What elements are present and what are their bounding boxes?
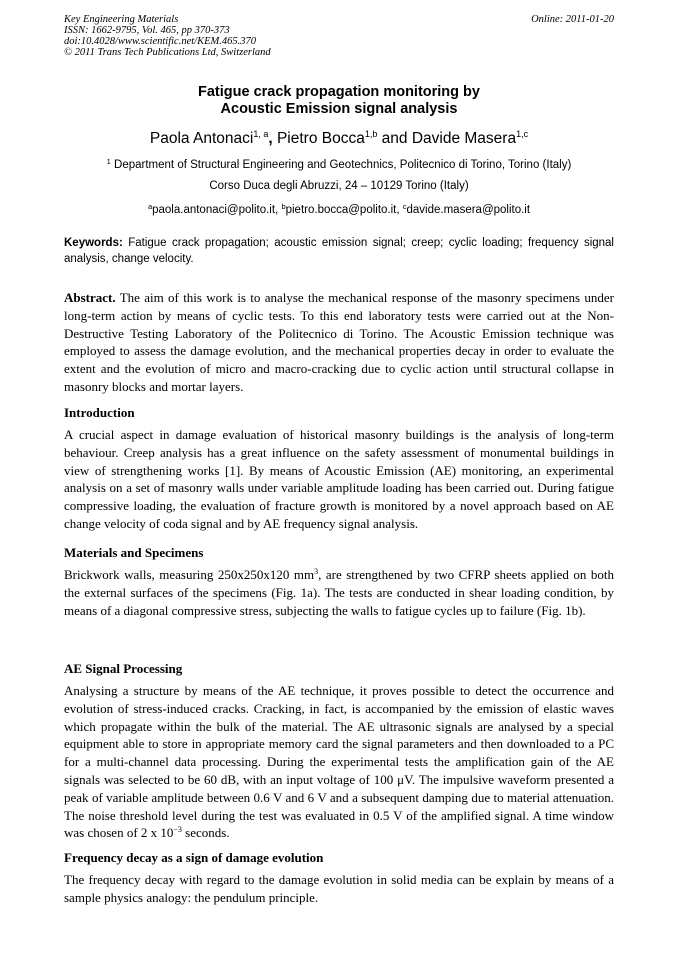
superscript: −3 bbox=[173, 825, 182, 835]
email-sup: a bbox=[147, 202, 153, 211]
keywords bbox=[64, 236, 614, 267]
section-heading-introduction: Introduction bbox=[64, 405, 135, 420]
email-address: paola.antonaci@polito.it, bbox=[152, 204, 282, 216]
introduction-text: A crucial aspect in damage evaluation of historical masonry buildings is the analysis of long-term behaviour. Creep analysis has a great influence on the safety assessment of monumental buildings in view of strengthening works [1]. By means of Acoustic Emission (AE) monitoring, an experimental analysis on a set of masonry walls under variable amplitude loading has been carried out. During fatigue compressive loading, the evaluation of fracture growth is monitored by a novel approach based on AE change velocity of coda signal and by AE frequency signal analysis. bbox=[64, 427, 614, 531]
materials-text-part: , are strengthened by two CFRP sheets applied on both the external surfaces of the specimens (Fig. 1a). The tests are conducted in shear loading condition, by means of a diagonal compressive stress, subjecting the walls to fatigue cycles up to failure (Fig. 1b). bbox=[64, 567, 614, 618]
copyright: © 2011 Trans Tech Publications Ltd, Switzerland bbox=[64, 47, 271, 58]
author-sup: 1,b bbox=[364, 129, 378, 139]
author-name: and Davide Masera bbox=[377, 130, 517, 147]
journal-info bbox=[64, 14, 271, 58]
author-sup: 1,c bbox=[516, 129, 529, 139]
author-list bbox=[64, 129, 614, 148]
abstract-text: The aim of this work is to analyse the mechanical response of the masonry specimens under long-term action by means of cyclic tests. To this end laboratory tests were carried out at the Non-Destructive Testing Laboratory of the Politecnico di Torino. The Acoustic Emission technique was employed to assess the damage evolution, and the mechanical properties decay in order to evaluate the extent and the evolution of micro and macro-cracking due to cyclic action until structural collapse in masonry blocks and mortar layers. bbox=[64, 290, 614, 394]
doi: doi:10.4028/www.scientific.net/KEM.465.370 bbox=[64, 36, 256, 47]
materials-text bbox=[64, 566, 614, 619]
keywords-text: Fatigue crack propagation; acoustic emission signal; creep; cyclic loading; frequency signal analysis, change velocity. bbox=[64, 237, 614, 265]
superscript: 3 bbox=[314, 567, 319, 576]
author-name: Pietro Bocca bbox=[272, 130, 365, 147]
issn: ISSN: 1662-9795, Vol. 465, pp 370-373 bbox=[64, 25, 230, 36]
section-heading-frequency: Frequency decay as a sign of damage evolution bbox=[64, 850, 324, 865]
email-address: davide.masera@polito.it bbox=[406, 204, 531, 216]
ae-signal-text bbox=[64, 682, 614, 842]
keywords-label: Keywords: bbox=[64, 237, 123, 249]
department-text: Department of Structural Engineering and Geotechnics, Politecnico di Torino, Torino (Italy) bbox=[110, 159, 572, 171]
author-name: Paola Antonaci bbox=[149, 130, 254, 147]
journal-name: Key Engineering Materials bbox=[64, 14, 179, 25]
email-sup: b bbox=[281, 202, 286, 211]
section-heading-ae-signal: AE Signal Processing bbox=[64, 661, 183, 676]
section-heading-materials: Materials and Specimens bbox=[64, 545, 204, 560]
paper-title-line1: Fatigue crack propagation monitoring by bbox=[198, 84, 480, 100]
abstract bbox=[64, 289, 614, 396]
ae-text-part: seconds. bbox=[181, 825, 230, 841]
paper-title-line2: Acoustic Emission signal analysis bbox=[220, 101, 458, 117]
frequency-text: The frequency decay with regard to the damage evolution in solid media can be explain by means of a sample physics analogy: the pendulum principle. bbox=[64, 872, 614, 905]
affiliation-sup: 1 bbox=[106, 157, 111, 166]
affiliation-department bbox=[64, 157, 614, 171]
affiliation-address: Corso Duca degli Abruzzi, 24 – 10129 Torino (Italy) bbox=[209, 180, 469, 192]
email-sup: c bbox=[402, 202, 407, 211]
abstract-label: Abstract. bbox=[64, 290, 116, 305]
online-date: Online: 2011-01-20 bbox=[531, 14, 614, 25]
materials-text-part: Brickwork walls, measuring 250x250x120 mm bbox=[64, 567, 315, 582]
author-separator: , bbox=[268, 130, 273, 147]
author-emails bbox=[64, 202, 614, 216]
ae-text-part: Analysing a structure by means of the AE technique, it proves possible to detect the occurrence and evolution of stress-induced cracks. Cracking, in fact, is accompanied by the emission of elastic waves which propagate within the bulk of the material. The AE ultrasonic signals are analysed by a special equipment able to store in appropriate memory card the signal parameters and then downloaded to a PC for a multi-channel data processing. During the experimental tests the amplification gain of the AE signals was selected to be 60 dB, with an input voltage of 100 μV. The impulsive waveform presented a peak of variable amplitude between 0.6 V and 6 V and a subsequent damping due to material attenuation. The noise threshold level during the test was evaluated in 0.5 V of the amplified signal. A time window was chosen of 2 x 10 bbox=[64, 683, 614, 841]
author-sup: 1, a bbox=[253, 129, 269, 139]
email-address: pietro.bocca@polito.it, bbox=[285, 204, 403, 216]
